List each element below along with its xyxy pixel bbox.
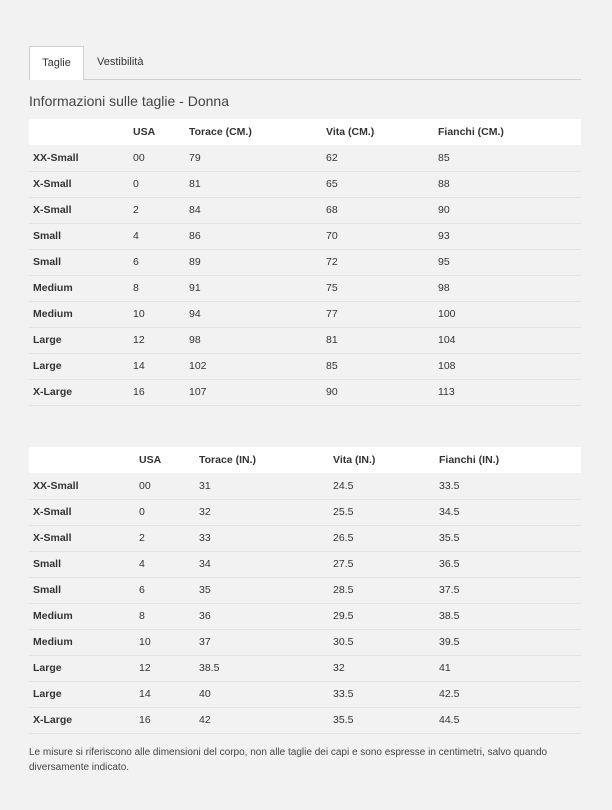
header-hips: Fianchi (CM.) [438, 126, 504, 138]
cell-waist: 77 [326, 308, 338, 320]
table-row [29, 603, 581, 629]
header-chest: Torace (IN.) [199, 454, 256, 466]
cell-size: X-Small [33, 178, 72, 190]
cell-waist: 62 [326, 151, 338, 164]
table-row [29, 551, 581, 577]
table-row [29, 171, 581, 197]
table-row [29, 681, 581, 707]
cell-hips: 90 [438, 204, 450, 216]
table-row [29, 655, 581, 681]
cell-usa: 8 [139, 610, 145, 622]
cell-usa: 0 [133, 178, 139, 190]
table-row [29, 499, 581, 525]
cell-usa: 10 [139, 636, 151, 648]
cell-usa: 12 [133, 334, 145, 346]
cell-hips: 85 [438, 151, 450, 164]
cell-usa: 8 [133, 282, 139, 294]
table-header-row [29, 119, 581, 145]
cell-size: X-Large [33, 714, 73, 726]
cell-chest: 34 [199, 558, 211, 570]
table-row [29, 223, 581, 249]
table-row [29, 197, 581, 223]
cell-usa: 2 [133, 204, 139, 216]
cell-chest: 37 [199, 636, 211, 648]
cell-size: Medium [33, 636, 73, 648]
cell-size: Small [33, 558, 62, 570]
cell-hips: 37.5 [439, 584, 460, 596]
cell-hips: 33.5 [439, 479, 460, 492]
cell-chest: 33 [199, 532, 211, 544]
header-usa: USA [133, 126, 156, 138]
cell-size: Medium [33, 610, 73, 622]
header-size [29, 119, 133, 145]
cell-usa: 6 [133, 256, 139, 268]
footnote: Le misure si riferiscono alle dimensioni del corpo, non alle taglie dei capi e sono espresse in centimetri, salvo quando diversamente indicato. [29, 747, 548, 773]
cell-usa: 14 [139, 688, 151, 700]
cell-hips: 93 [438, 230, 450, 242]
cell-usa: 4 [133, 230, 139, 242]
cell-waist: 68 [326, 204, 338, 216]
cell-hips: 100 [438, 308, 456, 320]
header-usa: USA [139, 454, 162, 466]
cell-usa: 10 [133, 308, 145, 320]
table-header-row [29, 447, 581, 473]
cell-usa: 0 [139, 506, 145, 518]
cell-chest: 32 [199, 506, 211, 518]
cell-hips: 41 [439, 662, 451, 674]
cell-waist: 25.5 [333, 506, 354, 518]
cell-waist: 33.5 [333, 688, 354, 700]
size-table-in [29, 447, 581, 734]
table-row [29, 707, 581, 733]
cell-waist: 26.5 [333, 532, 354, 544]
cell-hips: 35.5 [439, 532, 460, 544]
header-hips: Fianchi (IN.) [439, 454, 500, 466]
cell-chest: 98 [189, 334, 201, 346]
tab-taglie[interactable]: Taglie [29, 46, 84, 80]
cell-chest: 38.5 [199, 662, 220, 674]
table-row [29, 353, 581, 379]
header-waist: Vita (CM.) [326, 126, 375, 138]
cell-waist: 28.5 [333, 584, 354, 596]
cell-hips: 113 [438, 386, 455, 398]
size-table-cm [29, 119, 581, 406]
cell-size: X-Small [33, 532, 72, 544]
table-row [29, 327, 581, 353]
cell-waist: 90 [326, 386, 338, 398]
cell-hips: 95 [438, 256, 450, 268]
table-row [29, 145, 581, 171]
cell-size: Large [33, 662, 62, 674]
cell-hips: 44.5 [439, 714, 460, 726]
cell-usa: 4 [139, 558, 145, 570]
cell-waist: 35.5 [333, 714, 354, 726]
cell-hips: 36.5 [439, 558, 460, 570]
cell-size: XX-Small [33, 479, 79, 492]
cell-chest: 40 [199, 688, 211, 700]
cell-usa: 2 [139, 532, 145, 544]
cell-chest: 35 [199, 584, 211, 596]
tab-bar [29, 46, 581, 80]
table-row [29, 473, 581, 499]
header-chest: Torace (CM.) [189, 126, 252, 138]
cell-hips: 88 [438, 178, 450, 190]
cell-waist: 27.5 [333, 558, 354, 570]
cell-size: Medium [33, 308, 73, 320]
table-row [29, 379, 581, 405]
table-row [29, 275, 581, 301]
cell-hips: 108 [438, 360, 456, 372]
cell-waist: 32 [333, 662, 345, 674]
cell-chest: 81 [189, 178, 201, 190]
cell-chest: 42 [199, 714, 211, 726]
cell-waist: 85 [326, 360, 338, 372]
header-size [29, 447, 139, 473]
cell-size: Small [33, 584, 62, 596]
cell-size: X-Small [33, 204, 72, 216]
cell-size: XX-Small [33, 151, 79, 164]
cell-waist: 81 [326, 334, 338, 346]
cell-hips: 34.5 [439, 506, 460, 518]
cell-size: Small [33, 256, 62, 268]
cell-chest: 89 [189, 256, 201, 268]
cell-size: Medium [33, 282, 73, 294]
cell-usa: 00 [133, 151, 145, 164]
table-row [29, 301, 581, 327]
cell-size: Large [33, 360, 62, 372]
cell-usa: 14 [133, 360, 145, 372]
cell-chest: 102 [189, 360, 207, 372]
cell-hips: 98 [438, 282, 450, 294]
cell-size: Large [33, 688, 62, 700]
cell-chest: 84 [189, 204, 201, 216]
cell-usa: 16 [133, 386, 145, 398]
section-title: Informazioni sulle taglie - Donna [29, 93, 229, 109]
cell-size: X-Small [33, 506, 72, 518]
cell-chest: 36 [199, 610, 211, 622]
cell-chest: 107 [189, 386, 207, 398]
cell-waist: 65 [326, 178, 338, 190]
cell-waist: 30.5 [333, 636, 354, 648]
cell-waist: 72 [326, 256, 338, 268]
cell-size: Large [33, 334, 62, 346]
cell-chest: 31 [199, 479, 211, 492]
cell-chest: 86 [189, 230, 201, 242]
cell-size: X-Large [33, 386, 73, 398]
cell-hips: 42.5 [439, 688, 460, 700]
cell-hips: 39.5 [439, 636, 460, 648]
cell-chest: 79 [189, 151, 201, 164]
cell-waist: 29.5 [333, 610, 354, 622]
cell-waist: 24.5 [333, 479, 354, 492]
cell-hips: 104 [438, 334, 456, 346]
cell-chest: 91 [189, 282, 201, 294]
cell-usa: 00 [139, 479, 151, 492]
table-row [29, 249, 581, 275]
cell-waist: 70 [326, 230, 338, 242]
cell-usa: 16 [139, 714, 151, 726]
table-row [29, 577, 581, 603]
cell-usa: 6 [139, 584, 145, 596]
table-row [29, 525, 581, 551]
cell-hips: 38.5 [439, 610, 460, 622]
tab-vestibilita[interactable]: Vestibilità [97, 56, 144, 68]
cell-waist: 75 [326, 282, 338, 294]
cell-chest: 94 [189, 308, 201, 320]
header-waist: Vita (IN.) [333, 454, 376, 466]
cell-usa: 12 [139, 662, 151, 674]
cell-size: Small [33, 230, 62, 242]
table-row [29, 629, 581, 655]
